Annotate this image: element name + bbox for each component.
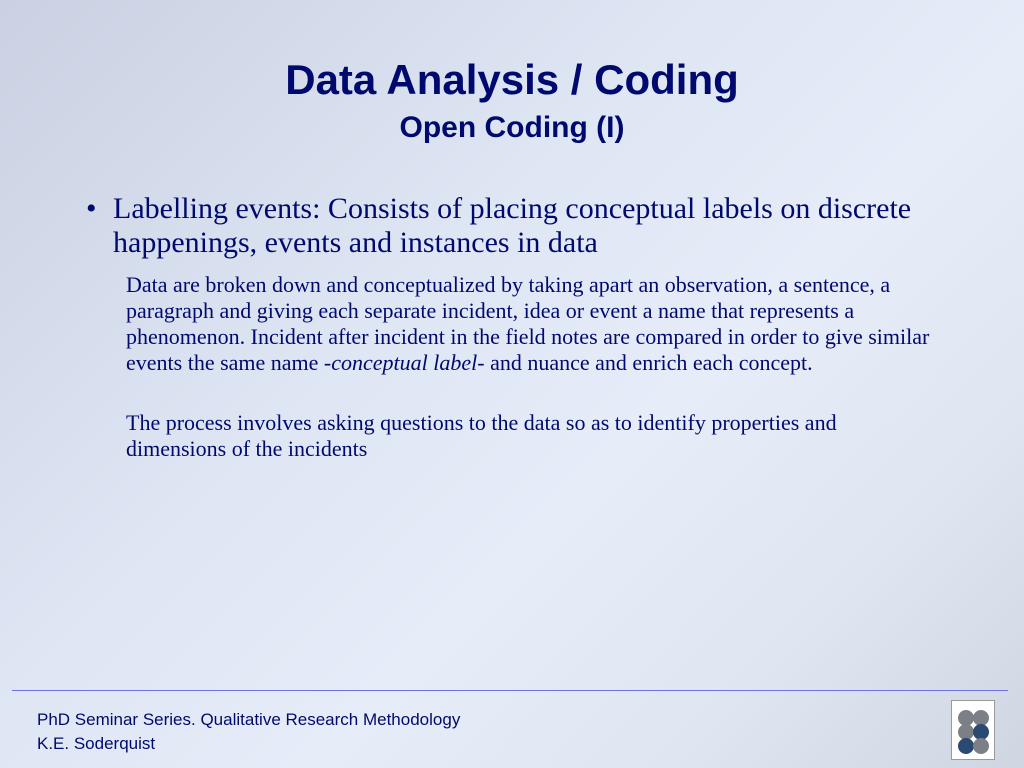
logo-circle-gray-mid-left bbox=[958, 724, 974, 740]
footer-author: K.E. Soderquist bbox=[37, 734, 156, 753]
logo-graphic bbox=[952, 701, 994, 759]
slide-title: Data Analysis / Coding bbox=[285, 56, 739, 103]
sub-paragraph-1-tail: - and nuance and enrich each concept. bbox=[477, 350, 813, 375]
logo-circle-gray-top-left bbox=[958, 710, 974, 726]
bullet-icon: • bbox=[86, 192, 97, 225]
sub-paragraph-1 bbox=[126, 272, 936, 376]
bullet-text: Labelling events: Consists of placing conceptual labels on discrete happenings, events and instances in data bbox=[113, 192, 912, 259]
logo-circle-navy-bottom-left bbox=[958, 738, 974, 754]
logo-circle-navy-mid-right bbox=[973, 724, 989, 740]
logo-circle-gray-top-right bbox=[973, 710, 989, 726]
sub-paragraph-1-text: Data are broken down and conceptualized by taking apart an observation, a sentence, a paragraph and giving each separate incident, idea or event a name that represents a phenomenon. Incident after incident in the field notes are compared in order to give similar events the same name - bbox=[126, 272, 930, 375]
four-circles-logo-icon bbox=[951, 700, 995, 760]
logo-circle-gray-bottom-right bbox=[973, 738, 989, 754]
footer-divider bbox=[12, 690, 1008, 691]
footer-series-title: PhD Seminar Series. Qualitative Research Methodology bbox=[37, 710, 461, 729]
slide-subtitle: Open Coding (I) bbox=[399, 111, 625, 144]
conceptual-label-emphasis: conceptual label bbox=[331, 350, 478, 375]
sub-paragraph-2: The process involves asking questions to the data so as to identify properties and dimensions of the incidents bbox=[126, 410, 837, 461]
bullet-item bbox=[86, 192, 946, 260]
bullet-list bbox=[86, 192, 946, 260]
